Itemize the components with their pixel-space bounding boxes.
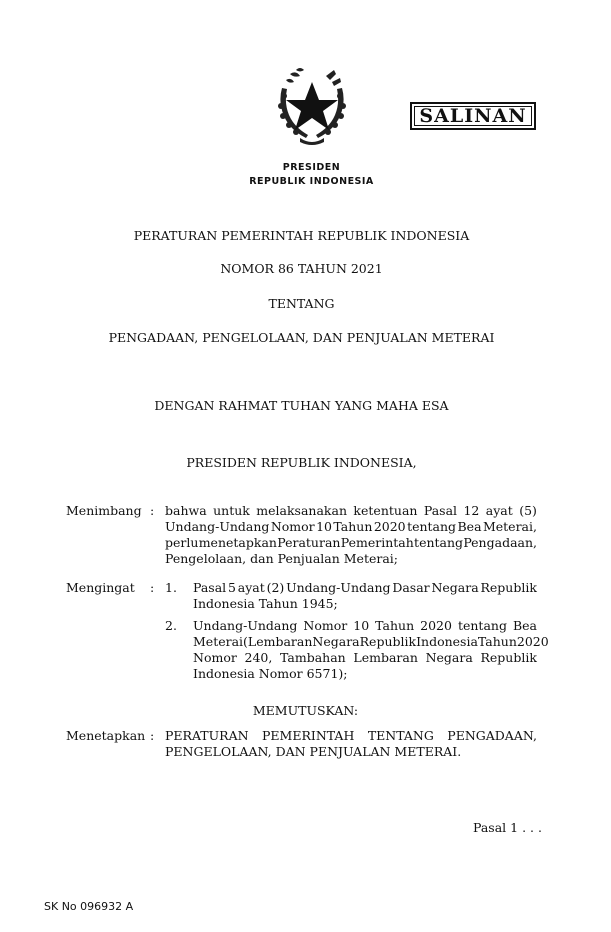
regulation-subject: PENGADAAN, PENGELOLAAN, DAN PENJUALAN METERAI xyxy=(108,330,495,345)
menimbang-text xyxy=(165,503,537,567)
menimbang-colon: : xyxy=(150,503,155,518)
continuation-marker: Pasal 1 . . . xyxy=(473,820,542,835)
regulation-tentang: TENTANG xyxy=(268,296,335,311)
mengingat-item-number: 2. xyxy=(165,618,177,633)
menetapkan-label: Menetapkan xyxy=(66,728,146,743)
mengingat-item xyxy=(193,618,549,682)
menimbang-line: perlu menetapkan Peraturan Pemerintah tentang Pengadaan, xyxy=(165,535,537,550)
office-title-line1: PRESIDEN xyxy=(282,162,341,173)
mengingat-line: Undang-Undang Nomor 10 Tahun 2020 tentang Bea xyxy=(193,618,537,633)
mengingat-colon: : xyxy=(150,580,155,595)
mengingat-line: Indonesia Tahun 1945; xyxy=(193,596,338,611)
menimbang-line: Undang-Undang Nomor 10 Tahun 2020 tentang Bea Meterai, xyxy=(165,519,537,534)
blessing-line: DENGAN RAHMAT TUHAN YANG MAHA ESA xyxy=(154,398,449,413)
menetapkan-line: PENGELOLAAN, DAN PENJUALAN METERAI. xyxy=(165,744,462,759)
garuda-emblem-icon xyxy=(272,66,352,148)
office-title-line2: REPUBLIK INDONESIA xyxy=(249,176,374,187)
menimbang-line: bahwa untuk melaksanakan ketentuan Pasal 12 ayat (5) xyxy=(165,503,537,518)
mengingat-item xyxy=(193,580,537,612)
document-serial-number: SK No 096932 A xyxy=(44,900,134,913)
mengingat-item-number: 1. xyxy=(165,580,177,595)
menetapkan-text xyxy=(165,728,537,760)
salinan-stamp: SALINAN xyxy=(410,102,536,130)
president-line: PRESIDEN REPUBLIK INDONESIA, xyxy=(186,455,417,470)
mengingat-line: Meterai (Lembaran Negara Republik Indonesia Tahun 2020 xyxy=(193,634,549,649)
menimbang-label: Menimbang xyxy=(66,503,142,518)
mengingat-line: Nomor 240, Tambahan Lembaran Negara Republik xyxy=(193,650,537,665)
menimbang-line: Pengelolaan, dan Penjualan Meterai; xyxy=(165,551,399,566)
mengingat-line: Indonesia Nomor 6571); xyxy=(193,666,348,681)
menetapkan-line: PERATURAN PEMERINTAH TENTANG PENGADAAN, xyxy=(165,728,537,743)
mengingat-line: Pasal 5 ayat (2) Undang-Undang Dasar Negara Republik xyxy=(193,580,537,595)
regulation-number: NOMOR 86 TAHUN 2021 xyxy=(220,261,383,276)
mengingat-label: Mengingat xyxy=(66,580,135,595)
memutuskan-heading: MEMUTUSKAN: xyxy=(252,703,359,718)
menetapkan-colon: : xyxy=(150,728,155,743)
regulation-title: PERATURAN PEMERINTAH REPUBLIK INDONESIA xyxy=(133,228,470,243)
